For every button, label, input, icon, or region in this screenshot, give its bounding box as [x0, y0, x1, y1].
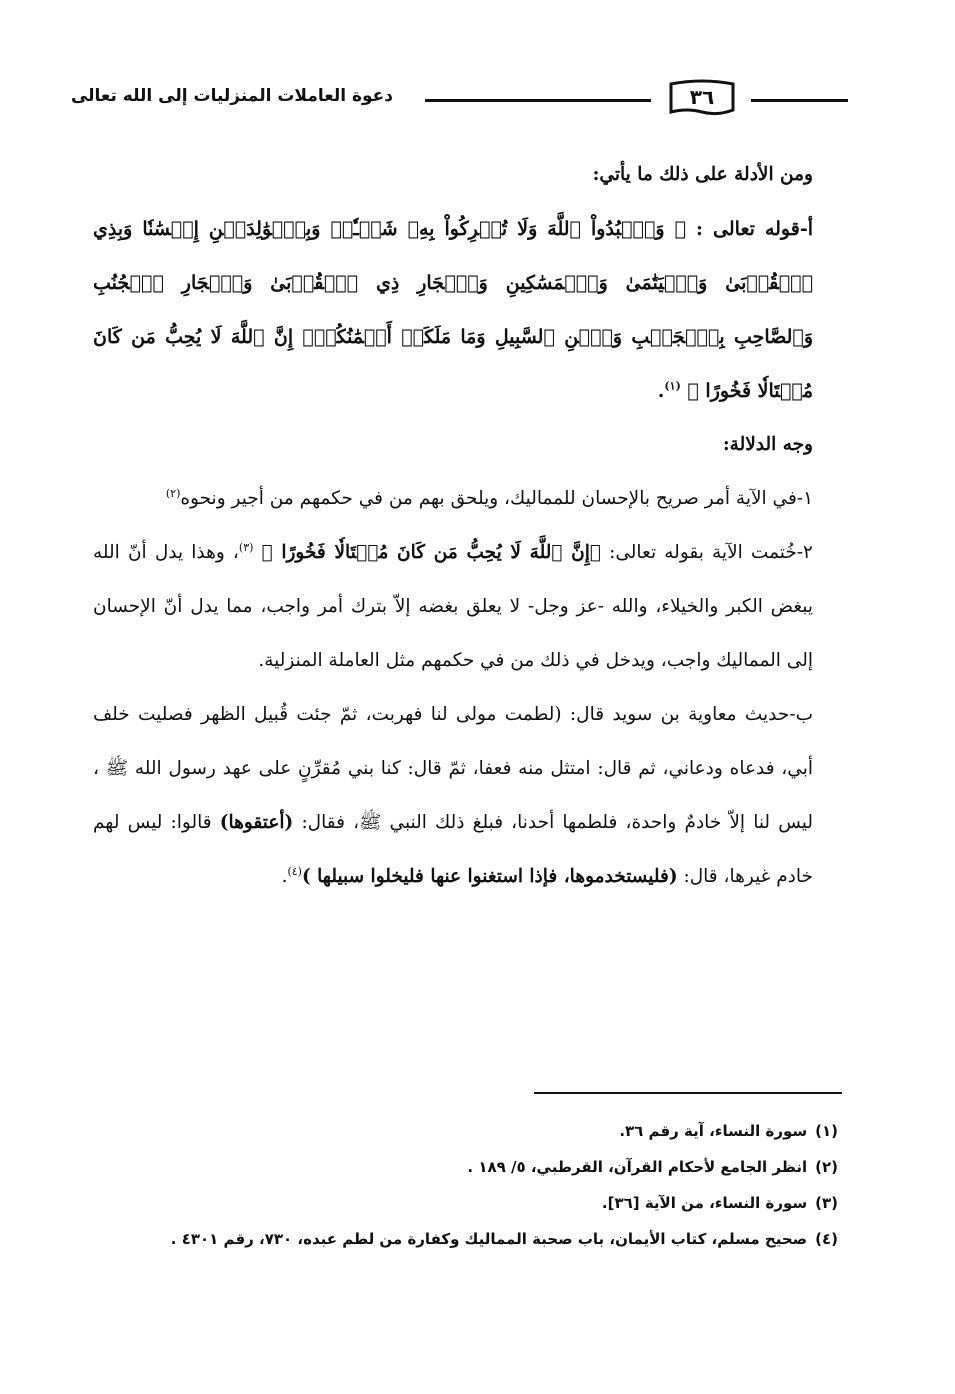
footnote-ref-4[interactable]: (٤): [287, 864, 302, 878]
header-rule-left: [425, 99, 651, 102]
point-1-text: ١-في الآية أمر صريح بالإحسان للمماليك، ويلحق بهم من في حكمهم من أجير ونحوه: [180, 488, 813, 509]
footnote-number: (٢): [815, 1158, 838, 1176]
hadith-end: .: [281, 866, 288, 887]
hadith-quote-2: (فليستخدموها، فإذا استغنوا عنها فليخلوا سبيلها ): [301, 866, 678, 887]
footnote-3: [118, 1185, 838, 1221]
footnote-2: [118, 1149, 838, 1185]
page-number-badge: [667, 78, 737, 118]
quran-verse-1: ﴿ وَٱعۡبُدُواْ ٱللَّهَ وَلَا تُشۡرِكُواْ بِهِۦ شَيۡـٔٗاۖ وَبِٱلۡوَٰلِدَيۡنِ إِحۡسَٰنٗا وَبِذِي ٱلۡقُرۡبَىٰ وَٱلۡيَتَٰمَىٰ وَٱلۡمَسَٰكِينِ وَٱلۡجَارِ ذِي ٱلۡقُرۡبَىٰ وَٱلۡجَارِ ٱلۡجُنُبِ وَٱلصَّاحِبِ بِٱلۡجَنۢبِ وَٱبۡنِ ٱلسَّبِيلِ وَمَا مَلَكَتۡ أَيۡمَٰنُكُمۡۗ إِنَّ ٱللَّهَ لَا يُحِبُّ مَن كَانَ مُخۡتَالٗا فَخُورًا ﴾: [93, 218, 813, 402]
footnote-number: (٣): [815, 1194, 838, 1212]
main-text: [93, 148, 813, 904]
point-2-rest: ، وهذا يدل أنّ الله يبغض الكبر والخيلاء، والله -عز وجل- لا يعلق بغضه إلاّ بترك أمر واجب، مما يدل أنّ الإحسان إلى المماليك واجب، ويدخل في ذلك من في حكمهم مثل العاملة المنزلية.: [93, 542, 813, 671]
point-1: [93, 472, 813, 526]
hadith-quote-1: (أعتقوها): [219, 812, 294, 833]
footnote-text: سورة النساء، من الآية [٣٦].: [601, 1194, 808, 1212]
running-header: [70, 74, 848, 124]
footnote-text: انظر الجامع لأحكام القرآن، القرطبي، ٥/ ١٨٩ .: [467, 1158, 808, 1176]
page-number: ٣٦: [689, 85, 715, 109]
hadith-intro: ب-حديث معاوية بن سويد قال: (لطمت مولى لنا فهربت، ثمّ جئت قُبيل الظهر فصليت خلف أبي، فدعاه ودعاني، ثم قال: امتثل منه فعفا، ثمّ قال: كنا بني مُقرِّنٍ على عهد رسول الله ﷺ ، ليس لنا إلاّ خادمٌ واحدة، فلطمها أحدنا، فبلغ ذلك النبي ﷺ، فقال:: [93, 704, 813, 833]
section-heading: وجه الدلالة:: [722, 434, 813, 455]
point-2-start: ٢-خُتمت الآية بقوله تعالى:: [609, 542, 813, 563]
quran-verse-2: ﴿إِنَّ ٱللَّهَ لَا يُحِبُّ مَن كَانَ مُخۡتَالٗا فَخُورًا ﴾: [261, 542, 601, 563]
footnote-ref-3[interactable]: (٣): [238, 540, 254, 554]
verse-paragraph: أ-قوله تعالى : ﴿ وَٱعۡبُدُواْ ٱللَّهَ وَلَا تُشۡرِكُواْ بِهِۦ شَيۡـٔٗاۖ وَبِٱلۡوَٰلِدَيۡنِ إِحۡسَٰنٗا وَبِذِي ٱلۡقُرۡبَىٰ وَٱلۡيَتَٰمَىٰ وَٱلۡمَسَٰكِينِ وَٱلۡجَارِ ذِي ٱلۡقُرۡبَىٰ وَٱلۡجَارِ ٱلۡجُنُبِ وَٱلصَّاحِبِ بِٱلۡجَنۢبِ وَٱبۡنِ ٱلسَّبِيلِ وَمَا مَلَكَتۡ أَيۡمَٰنُكُمۡۗ إِنَّ ٱللَّهَ لَا يُحِبُّ مَن كَانَ مُخۡتَالٗا فَخُورًا ﴾ $^{(١)}$.: [93, 218, 813, 402]
footnote-text: صحيح مسلم، كتاب الأيمان، باب صحبة المماليك وكفارة من لطم عبده، ٧٣٠، رقم ٤٣٠١ .: [170, 1230, 808, 1248]
footnote-separator: [534, 1092, 842, 1094]
footnote-1: [118, 1113, 838, 1149]
footnote-text: سورة النساء، آية رقم ٣٦.: [619, 1122, 808, 1140]
header-title: دعوة العاملات المنزليات إلى الله تعالى: [70, 86, 393, 106]
point-2: [93, 526, 813, 688]
hadith-middle: قالوا: ليس لهم خادم غيرها، قال:: [93, 812, 813, 887]
footnotes: [118, 1113, 838, 1257]
intro-line: ومن الأدلة على ذلك ما يأتي:: [592, 164, 813, 185]
footnote-number: (١): [815, 1122, 838, 1140]
footnote-4: [118, 1221, 838, 1257]
footnote-number: (٤): [815, 1230, 838, 1248]
footnote-ref-1[interactable]: (١): [664, 379, 681, 393]
footnote-ref-2[interactable]: (٢): [165, 486, 181, 500]
item-a-label: أ-قوله تعالى :: [696, 218, 813, 240]
header-rule-right: [751, 99, 848, 102]
hadith-paragraph: [93, 688, 813, 904]
